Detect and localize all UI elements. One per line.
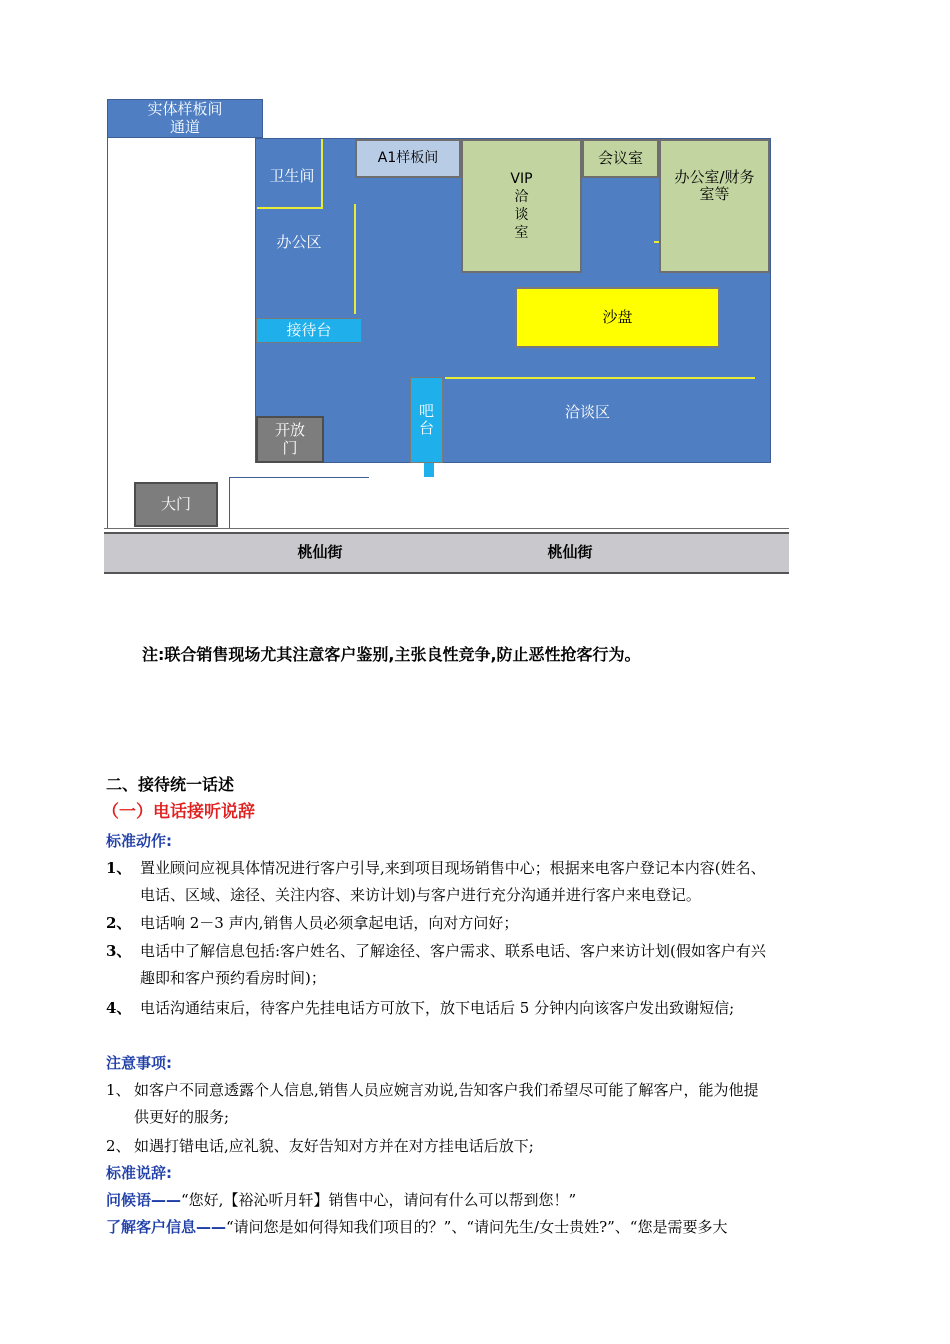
action-3-number: 3、 [106,942,132,960]
action-3-line1: 电话中了解信息包括:客户姓名、了解途径、客户需求、联系电话、客户来访计划(假如客户有兴 [140,942,766,960]
note-1-line2: 供更好的服务; [134,1108,230,1126]
customer-info-label: 了解客户信息—— [106,1218,227,1236]
greeting-line [106,1187,576,1214]
open-door: 开放 门 [256,416,324,463]
bar-extension [424,463,434,477]
meeting-room: 会议室 [582,139,659,178]
note-2-number: 2、 [106,1137,131,1155]
customer-info-line [106,1214,727,1241]
a1-sample-room: A1样板间 [355,139,461,178]
street-label-right: 桃仙街 [547,543,593,562]
action-2-line1: 电话响 2－3 声内,销售人员必须拿起电话，向对方问好； [140,914,519,932]
vip-negotiation-room: VIP 洽 谈 室 [461,139,582,273]
note-1-number: 1、 [106,1081,131,1099]
standard-script-heading: 标准说辞: [106,1164,172,1182]
entry-outline [229,477,369,529]
bar-counter: 吧 台 [410,377,443,463]
action-3-line2: 趣即和客户预约看房时间)； [140,969,326,987]
toilet-label: 卫生间 [269,167,315,186]
street-top-line [104,528,789,529]
subsection-title: （一）电话接听说辞 [102,802,255,822]
office-wall-v [354,204,356,314]
standard-actions-heading: 标准动作: [106,832,172,850]
toilet-wall-v [321,139,323,209]
street-label-left: 桃仙街 [297,543,343,562]
sand-table: 沙盘 [515,287,720,348]
action-1-number: 1、 [106,859,132,877]
toilet-wall-h [257,207,323,209]
notes-heading: 注意事项: [106,1054,172,1072]
office-finance-room: 办公室/财务 室等 [659,139,770,273]
action-4-number: 4、 [106,999,132,1017]
greeting-label: 问候语—— [106,1191,182,1209]
street [104,532,789,574]
note-1-line1: 如客户不同意透露个人信息,销售人员应婉言劝说,告知客户我们希望尽可能了解客户，能为他提 [134,1081,759,1099]
action-1-line1: 置业顾问应视具体情况进行客户引导,来到项目现场销售中心；根据来电客户登记本内容(姓名、 [140,859,766,877]
office-finance-door [654,241,659,243]
sample-room-passage: 实体样板间 通道 [107,99,263,138]
site-note: 注:联合销售现场尤其注意客户鉴别,主张良性竞争,防止恶性抢客行为。 [142,645,641,664]
left-corridor-outline [107,137,257,529]
negotiation-wall-h [445,377,755,379]
note-2-line1: 如遇打错电话,应礼貌、友好告知对方并在对方挂电话后放下; [134,1137,534,1155]
action-1-line2: 电话、区域、途径、关注内容、来访计划)与客户进行充分沟通并进行客户来电登记。 [140,886,701,904]
section-title: 二、接待统一话述 [106,775,235,794]
customer-info-text: “请问您是如何得知我们项目的？”、“请问先生/女士贵姓?”、“您是需要多大 [226,1218,728,1236]
main-gate: 大门 [134,482,218,527]
action-4-line1: 电话沟通结束后，待客户先挂电话方可放下，放下电话后 5 分钟内向该客户发出致谢短信; [140,999,735,1017]
greeting-text: “您好,【裕沁听月轩】销售中心，请问有什么可以帮到您！” [181,1191,577,1209]
action-2-number: 2、 [106,914,132,932]
negotiation-area-label: 洽谈区 [564,403,610,422]
reception-desk: 接待台 [256,318,362,343]
office-area-label: 办公区 [276,233,322,252]
floor-plan [0,0,950,580]
